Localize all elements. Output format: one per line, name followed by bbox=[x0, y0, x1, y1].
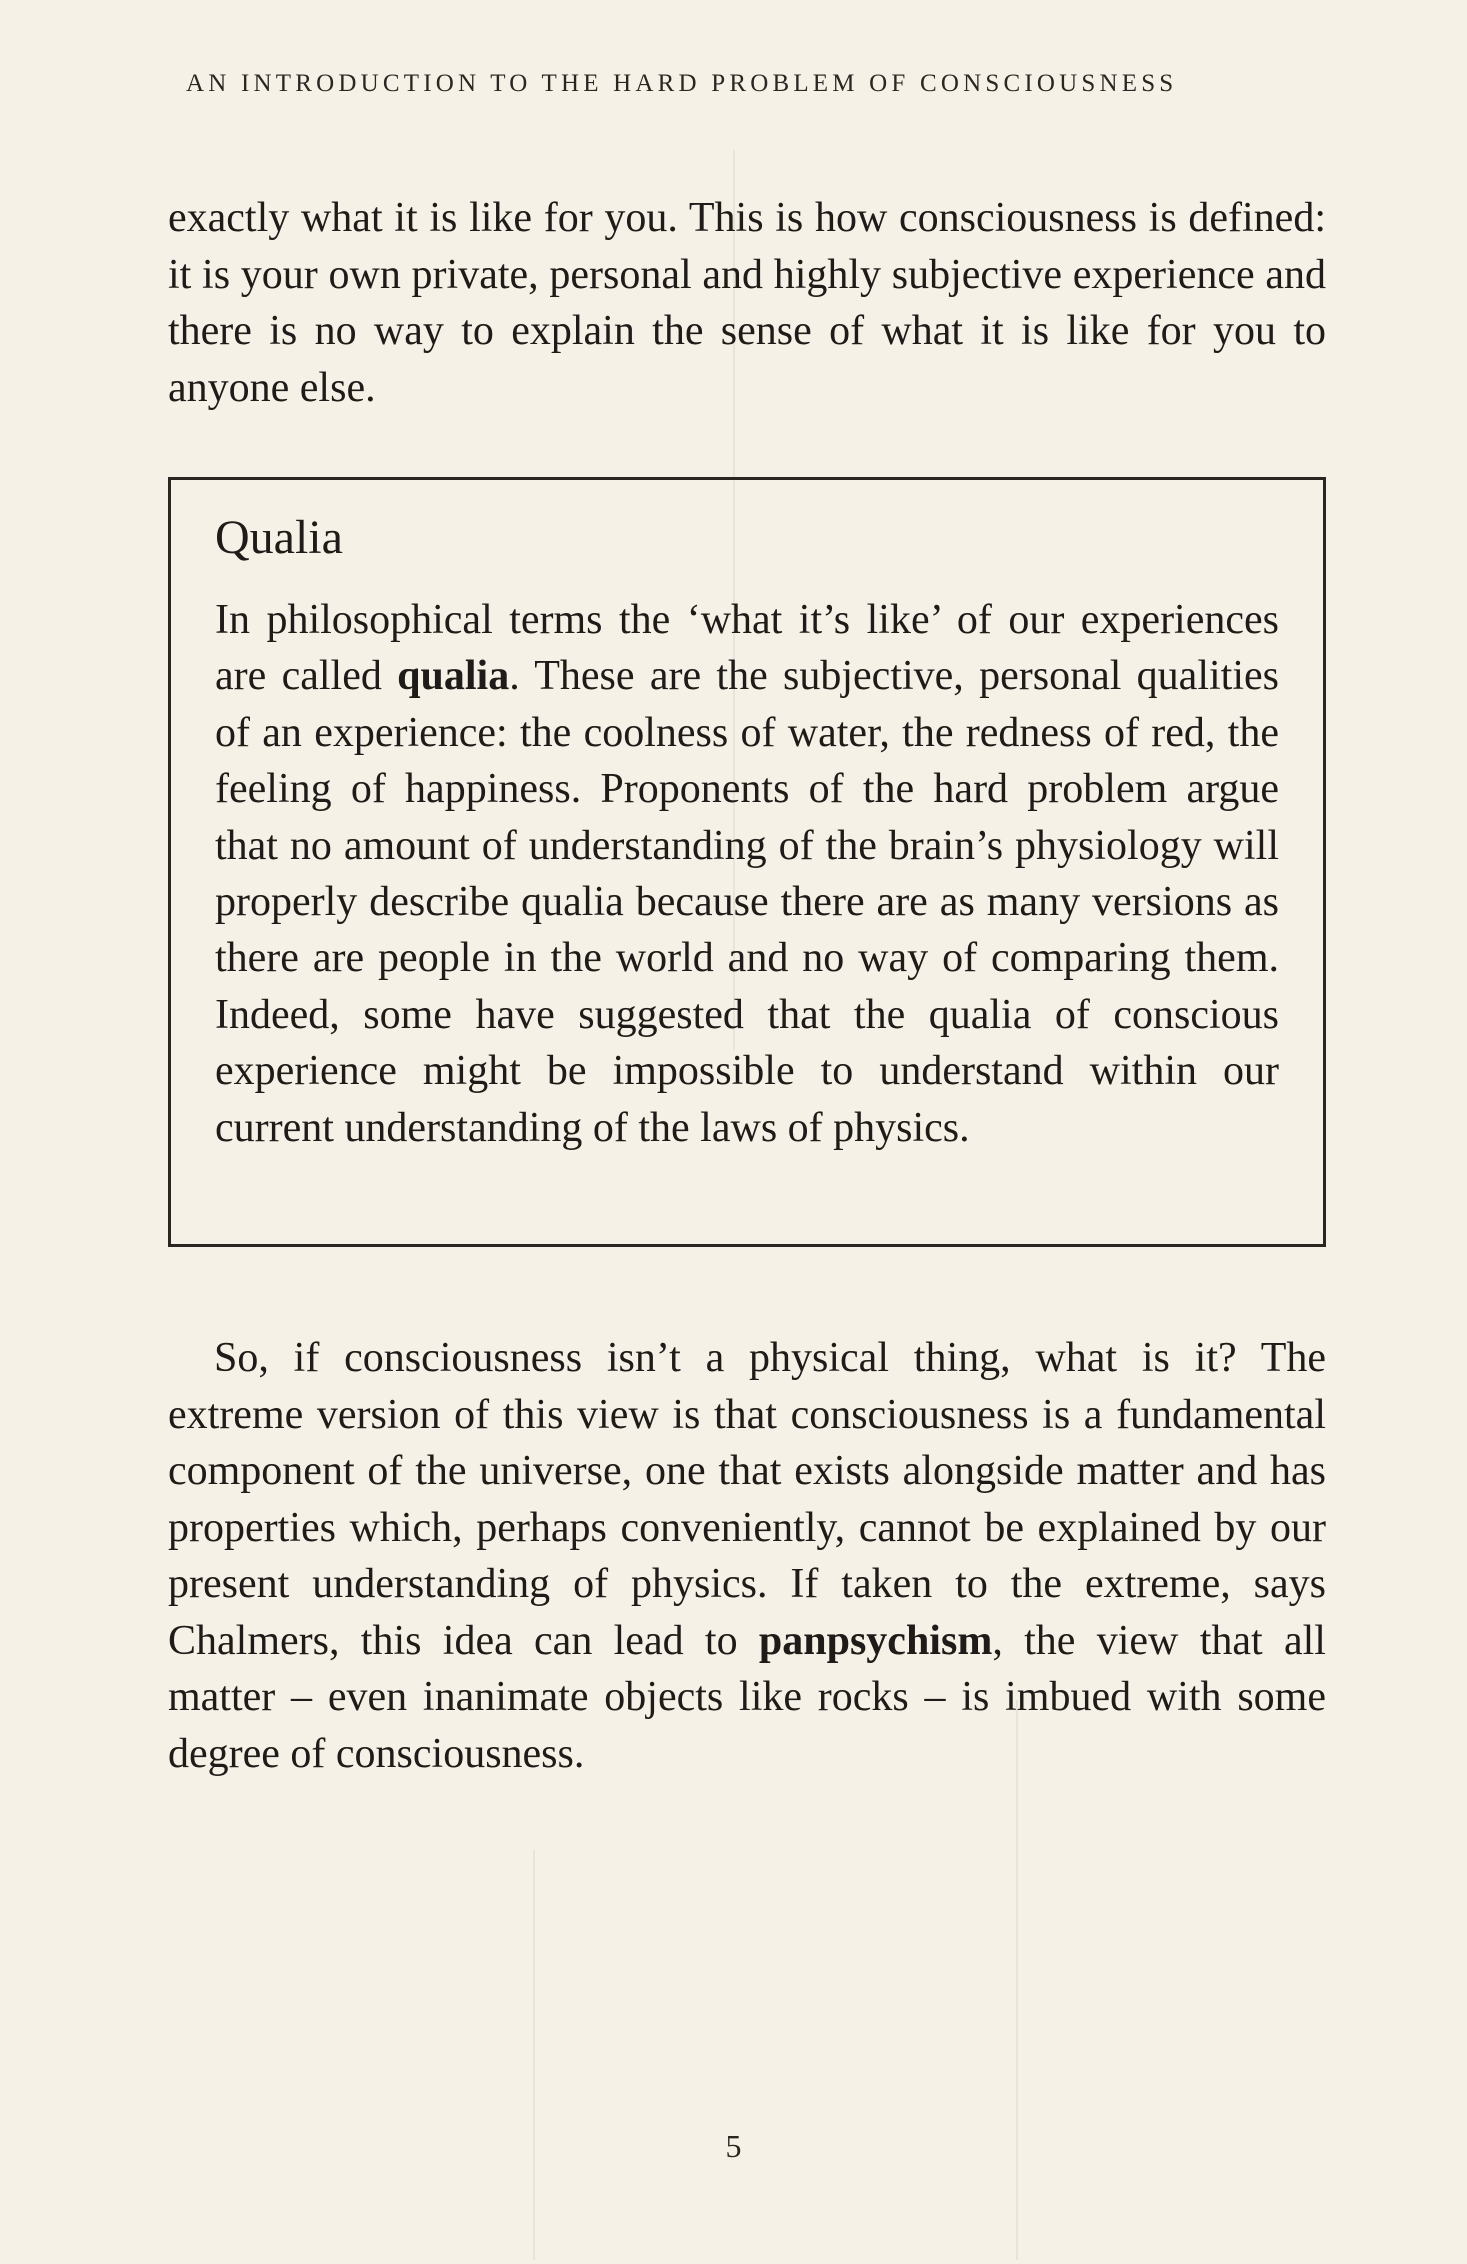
qualia-box-text bbox=[215, 592, 1279, 1156]
qualia-box-title: Qualia bbox=[215, 511, 343, 564]
qualia-term: qualia bbox=[397, 653, 510, 700]
paper-crease-line bbox=[533, 1850, 535, 2260]
paper-crease-line bbox=[1016, 1700, 1018, 2260]
paragraph-1: exactly what it is like for you. This is how consciousness is defined: it is your own private, personal and highly subjective experience and there is no way to explain the sense of what it is like for you to anyone else. bbox=[168, 195, 1326, 411]
panpsychism-term: panpsychism bbox=[758, 1617, 993, 1664]
qualia-sidebar-box bbox=[168, 477, 1326, 1247]
page-number: 5 bbox=[725, 2128, 742, 2164]
paragraph-2-ending: , the view that all matter – even inanimate objects like rocks – is imbued with some degree of consciousness. bbox=[168, 1617, 1326, 1777]
running-header: AN INTRODUCTION TO THE HARD PROBLEM OF CONSCIOUSNESS bbox=[186, 70, 1178, 97]
qualia-text-body: . These are the subjective, personal qualities of an experience: the coolness of water, the redness of red, the feeling of happiness. Proponents of the hard problem argue that no amount of understanding of the brain’s physiology will properly describe qualia because there are as many versions as there are people in the world and no way of comparing them. Indeed, some have suggested that the qualia of conscious experience might be impossible to understand within our current understanding of the laws of physics. bbox=[215, 653, 1279, 1151]
paragraph-2-intro: So, if consciousness isn’t a physical thing, what is it? The extreme version of this view is that consciousness is a fundamental component of the universe, one that exists alongside matter and has properties which, perhaps conveniently, cannot be explained by our present understanding of physics. If taken to the extreme, says Chalmers, this idea can lead to bbox=[168, 1335, 1326, 1664]
qualia-text-intro: In philosophical terms the ‘what it’s like’ of our experiences are called bbox=[215, 597, 1279, 700]
paragraph-2 bbox=[168, 1330, 1326, 1782]
